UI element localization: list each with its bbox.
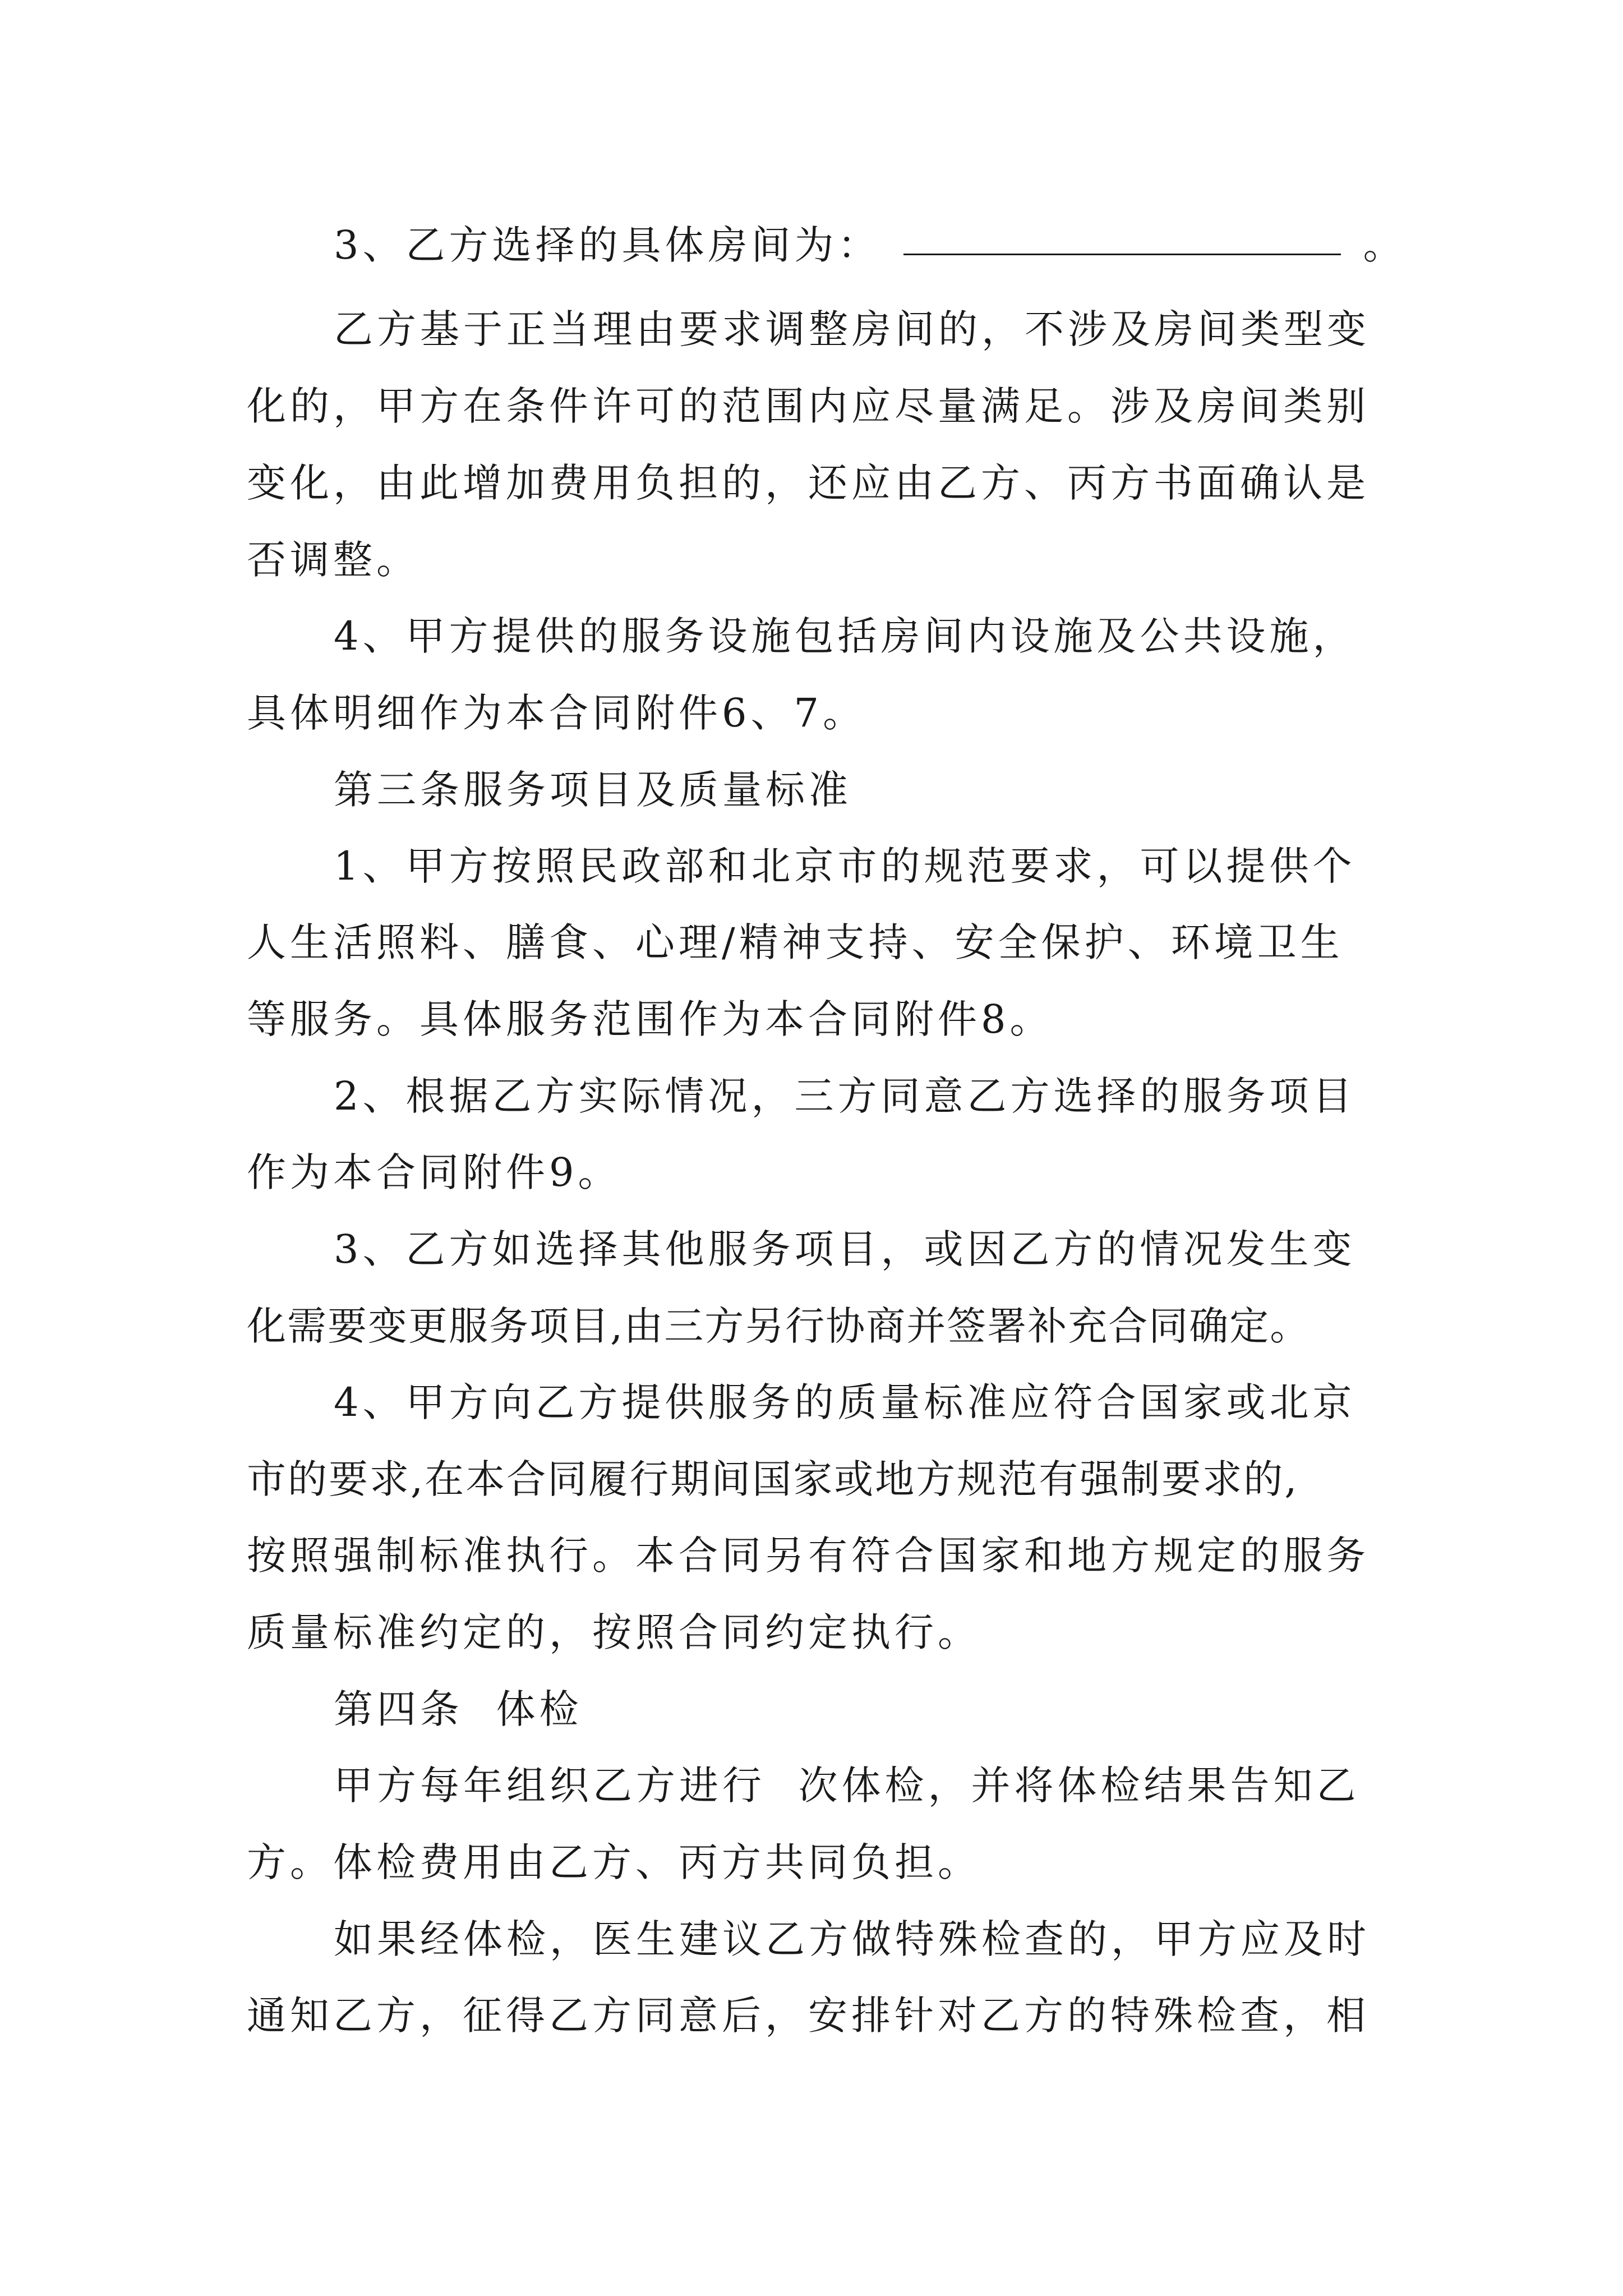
text-line: 质量标准约定的，按照合同约定执行。 bbox=[247, 1609, 981, 1655]
text-line: 变化，由此增加费用负担的，还应由乙方、丙方书面确认是 bbox=[247, 460, 1370, 506]
text-line: 作为本合同附件9。 bbox=[247, 1149, 621, 1195]
text-line: 甲方每年组织乙方进行 次体检，并将体检结果告知乙 bbox=[334, 1763, 1360, 1809]
paragraph-line bbox=[0, 594, 1623, 678]
paragraph-line bbox=[0, 203, 1623, 287]
paragraph-line bbox=[0, 1743, 1623, 1828]
text-line: 如果经体检，医生建议乙方做特殊检查的，甲方应及时 bbox=[334, 1916, 1370, 1962]
room-selection-label: 3、乙方选择的具体房间为： bbox=[334, 222, 881, 268]
paragraph-line bbox=[0, 1207, 1623, 1291]
text-line: 3、乙方如选择其他服务项目，或因乙方的情况发生变 bbox=[334, 1226, 1356, 1272]
paragraph-line bbox=[0, 824, 1623, 908]
section-heading bbox=[0, 748, 1623, 832]
paragraph-line bbox=[0, 518, 1623, 602]
paragraph-line bbox=[0, 1513, 1623, 1598]
text-line: 市的要求,在本合同履行期间国家或地方规范有强制要求的, bbox=[247, 1456, 1299, 1502]
text-line: 4、甲方向乙方提供服务的质量标准应符合国家或北京 bbox=[334, 1379, 1356, 1425]
sentence-end-mark: 。 bbox=[1363, 222, 1407, 268]
section-heading bbox=[0, 1667, 1623, 1751]
paragraph-line bbox=[0, 287, 1623, 371]
paragraph-line bbox=[0, 977, 1623, 1061]
paragraph-line bbox=[0, 1437, 1623, 1521]
text-line: 乙方基于正当理由要求调整房间的，不涉及房间类型变 bbox=[334, 306, 1370, 352]
paragraph-line bbox=[0, 1284, 1623, 1368]
paragraph-line bbox=[0, 1360, 1623, 1444]
paragraph-line bbox=[0, 1590, 1623, 1674]
paragraph-line bbox=[0, 900, 1623, 984]
text-line: 等服务。具体服务范围作为本合同附件8。 bbox=[247, 996, 1053, 1042]
text-line: 化的，甲方在条件许可的范围内应尽量满足。涉及房间类别 bbox=[247, 383, 1370, 429]
text-line: 1、甲方按照民政部和北京市的规范要求，可以提供个 bbox=[334, 843, 1356, 889]
paragraph-line bbox=[0, 671, 1623, 755]
text-line: 4、甲方提供的服务设施包括房间内设施及公共设施， bbox=[334, 613, 1356, 659]
text-line: 人生活照料、膳食、心理/精神支持、安全保护、环境卫生 bbox=[247, 919, 1344, 965]
text-line: 否调整。 bbox=[247, 537, 419, 583]
text-line: 方。体检费用由乙方、丙方共同负担。 bbox=[247, 1839, 981, 1885]
paragraph-line bbox=[0, 364, 1623, 448]
text-line: 按照强制标准执行。本合同另有符合国家和地方规定的服务 bbox=[247, 1533, 1370, 1579]
text-line: 2、根据乙方实际情况，三方同意乙方选择的服务项目 bbox=[334, 1073, 1356, 1119]
article-4-heading: 第四条 体检 bbox=[334, 1686, 583, 1732]
paragraph-line bbox=[0, 441, 1623, 525]
text-line: 具体明细作为本合同附件6、7。 bbox=[247, 690, 866, 736]
paragraph-line bbox=[0, 1054, 1623, 1138]
text-line: 化需要变更服务项目,由三方另行协商并签署补充合同确定。 bbox=[247, 1303, 1311, 1349]
paragraph-line bbox=[0, 1897, 1623, 1981]
article-3-heading: 第三条服务项目及质量标准 bbox=[334, 767, 852, 813]
paragraph-line bbox=[0, 1973, 1623, 2058]
paragraph-line bbox=[0, 1820, 1623, 1904]
paragraph-line bbox=[0, 1130, 1623, 1214]
text-line: 通知乙方，征得乙方同意后，安排针对乙方的特殊检查，相 bbox=[247, 1993, 1370, 2039]
fill-in-blank[interactable] bbox=[903, 251, 1341, 255]
